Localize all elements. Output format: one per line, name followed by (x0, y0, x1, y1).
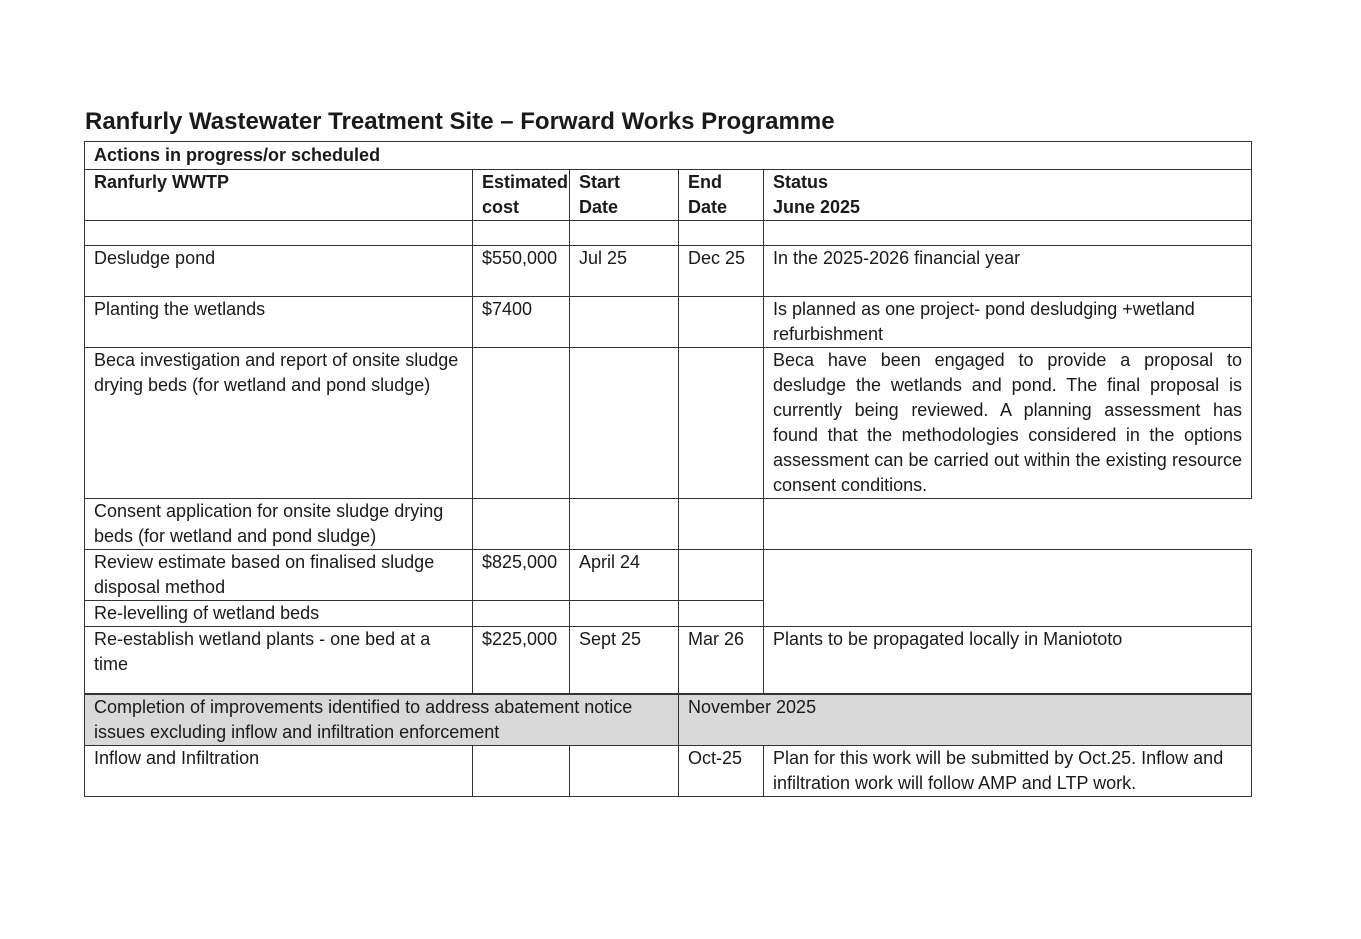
row-cost: $225,000 (473, 627, 570, 694)
row-item: Desludge pond (85, 246, 473, 297)
inflow-row (85, 745, 1252, 796)
inflow-start (570, 745, 679, 796)
table-row (85, 246, 1252, 297)
row-status: Plants to be propagated locally in Maniototo (764, 627, 1252, 694)
row-item: Consent application for onsite sludge drying beds (for wetland and pond sludge) (85, 499, 473, 550)
completion-description: Completion of improvements identified to address abatement notice issues excluding inflow and infiltration enforcement (85, 694, 679, 746)
row-status (764, 550, 1252, 627)
header-row (85, 170, 1252, 221)
table-row (85, 499, 1252, 550)
row-start (570, 297, 679, 348)
row-start: April 24 (570, 550, 679, 601)
row-status: Is planned as one project- pond desludging +wetland refurbishment (764, 297, 1252, 348)
completion-date: November 2025 (679, 694, 1252, 746)
row-start (570, 348, 679, 499)
row-cost (473, 499, 570, 550)
row-item: Planting the wetlands (85, 297, 473, 348)
row-end (679, 348, 764, 499)
table-row (85, 627, 1252, 694)
section-heading: Actions in progress/or scheduled (85, 142, 1252, 170)
row-status: Beca have been engaged to provide a proposal to desludge the wetlands and pond. The final proposal is currently being reviewed. A planning assessment has found that the methodologies considered in the options assessment can be carried out within the existing resource consent conditions. (764, 348, 1252, 499)
row-start: Jul 25 (570, 246, 679, 297)
table-row (85, 297, 1252, 348)
inflow-status: Plan for this work will be submitted by Oct.25. Inflow and infiltration work will follow AMP and LTP work. (764, 745, 1252, 796)
row-cost (473, 601, 570, 627)
completion-row (85, 694, 1252, 746)
empty-row (85, 221, 1252, 246)
section-heading-row (85, 142, 1252, 170)
row-cost (473, 348, 570, 499)
row-cost: $7400 (473, 297, 570, 348)
row-item: Beca investigation and report of onsite sludge drying beds (for wetland and pond sludge) (85, 348, 473, 499)
row-item: Review estimate based on finalised sludge disposal method (85, 550, 473, 601)
forward-works-table (84, 141, 1252, 797)
header-item: Ranfurly WWTP (85, 170, 473, 221)
row-end (679, 499, 764, 550)
row-end (679, 601, 764, 627)
document-title: Ranfurly Wastewater Treatment Site – Forward Works Programme (85, 108, 835, 135)
row-end: Mar 26 (679, 627, 764, 694)
inflow-cost (473, 745, 570, 796)
header-end: End Date (679, 170, 764, 221)
row-end (679, 297, 764, 348)
row-cost: $550,000 (473, 246, 570, 297)
row-item: Re-levelling of wetland beds (85, 601, 473, 627)
row-start (570, 601, 679, 627)
row-end (679, 550, 764, 601)
row-cost: $825,000 (473, 550, 570, 601)
row-status: In the 2025-2026 financial year (764, 246, 1252, 297)
inflow-end: Oct-25 (679, 745, 764, 796)
row-start: Sept 25 (570, 627, 679, 694)
row-start (570, 499, 679, 550)
header-status: Status June 2025 (764, 170, 1252, 221)
table-row (85, 550, 1252, 601)
row-end: Dec 25 (679, 246, 764, 297)
inflow-item: Inflow and Infiltration (85, 745, 473, 796)
header-cost: Estimated cost (473, 170, 570, 221)
table-row (85, 348, 1252, 499)
row-status (764, 499, 1252, 550)
header-start: Start Date (570, 170, 679, 221)
row-item: Re-establish wetland plants - one bed at a time (85, 627, 473, 694)
